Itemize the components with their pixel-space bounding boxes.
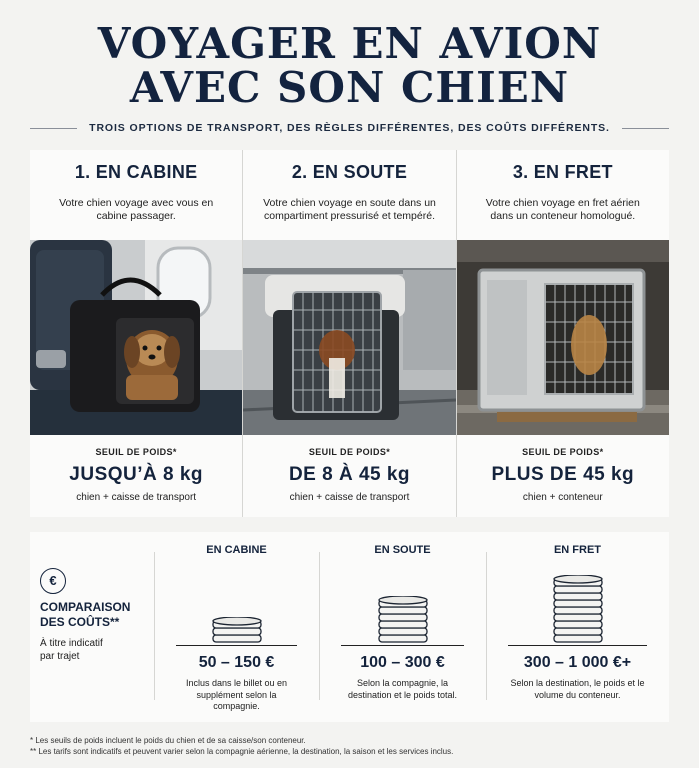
coin-baseline bbox=[176, 645, 297, 646]
cost-column-fret bbox=[486, 532, 669, 722]
coin-baseline bbox=[508, 645, 647, 646]
weight-value: DE 8 À 45 kg bbox=[288, 464, 411, 485]
cost-column-cabine bbox=[154, 532, 319, 722]
option-fret bbox=[456, 150, 669, 517]
option-soute bbox=[242, 150, 455, 517]
coin bbox=[554, 586, 602, 593]
cost-range: 300 – 1 000 €+ bbox=[523, 654, 632, 671]
coin bbox=[554, 628, 602, 635]
option-description: Votre chien voyage avec vous en cabine passager. bbox=[59, 197, 214, 222]
cost-comparison-subtitle: À titre indicatif par trajet bbox=[40, 638, 103, 662]
cost-note: Inclus dans le billet ou en supplément selon la compagnie. bbox=[185, 678, 288, 711]
coin bbox=[213, 635, 261, 642]
cost-comparison-header bbox=[30, 532, 154, 722]
coin bbox=[554, 600, 602, 607]
weight-threshold-label: SEUIL DE POIDS* bbox=[522, 447, 604, 457]
option-title: 2. EN SOUTE bbox=[291, 162, 408, 182]
coin-top bbox=[379, 596, 427, 604]
coin bbox=[554, 621, 602, 628]
page-title bbox=[0, 19, 699, 112]
weight-note: chien + caisse de transport bbox=[76, 492, 197, 503]
option-cabine bbox=[30, 150, 242, 517]
hold-dog-photo bbox=[243, 240, 455, 435]
weight-threshold-label: SEUIL DE POIDS* bbox=[308, 447, 391, 457]
subtitle-rule-right bbox=[622, 128, 669, 129]
coin bbox=[379, 628, 427, 635]
footnotes bbox=[30, 735, 453, 757]
weight-note: chien + conteneur bbox=[522, 492, 603, 503]
title-line-1: VOYAGER EN AVION bbox=[97, 19, 602, 68]
coin-top bbox=[554, 575, 602, 583]
cost-range: 100 – 300 € bbox=[360, 654, 445, 671]
subtitle-row bbox=[30, 120, 669, 136]
cost-note: Selon la compagnie, la destination et le poids total. bbox=[347, 678, 458, 700]
weight-threshold-label: SEUIL DE POIDS* bbox=[95, 447, 177, 457]
title-line-2: AVEC SON CHIEN bbox=[129, 63, 570, 112]
coin bbox=[379, 607, 427, 614]
weight-value: PLUS DE 45 kg bbox=[491, 464, 635, 485]
coin-stack-icon bbox=[319, 596, 486, 646]
cost-comparison-title: COMPARAISON DES COÛTS** bbox=[40, 600, 131, 629]
coin bbox=[554, 593, 602, 600]
coin bbox=[379, 635, 427, 642]
coin-stack-icon bbox=[486, 575, 669, 646]
subtitle: TROIS OPTIONS DE TRANSPORT, DES RÈGLES DIFFÉRENTES, DES COÛTS DIFFÉRENTS. bbox=[89, 122, 610, 134]
coin-stack-icon bbox=[154, 617, 319, 646]
cost-column-title: EN FRET bbox=[553, 544, 602, 556]
option-title: 1. EN CABINE bbox=[74, 162, 198, 182]
cost-column-soute bbox=[319, 532, 486, 722]
euro-icon: € bbox=[40, 568, 66, 594]
transport-options bbox=[30, 150, 669, 517]
cost-note: Selon la destination, le poids et le volume du conteneur. bbox=[510, 678, 645, 700]
coin bbox=[213, 628, 261, 635]
option-description: Votre chien voyage en fret aérien dans un conteneur homologué. bbox=[485, 197, 640, 222]
cabin-dog-photo bbox=[30, 240, 242, 435]
footnote-weight: * Les seuils de poids incluent le poids du chien et de sa caisse/son conteneur. bbox=[30, 736, 306, 745]
weight-value: JUSQU’À 8 kg bbox=[69, 464, 204, 485]
coin bbox=[554, 635, 602, 642]
coin bbox=[379, 614, 427, 621]
option-description: Votre chien voyage en soute dans un compartiment pressurisé et tempéré. bbox=[263, 197, 436, 222]
coin bbox=[379, 621, 427, 628]
option-title: 3. EN FRET bbox=[512, 162, 613, 182]
cost-column-title: EN CABINE bbox=[206, 544, 267, 556]
coin-top bbox=[213, 617, 261, 625]
coin bbox=[554, 607, 602, 614]
subtitle-rule-left bbox=[30, 128, 77, 129]
cost-range: 50 – 150 € bbox=[198, 654, 275, 671]
cost-comparison bbox=[30, 532, 669, 722]
weight-note: chien + caisse de transport bbox=[289, 492, 410, 503]
footnote-prices: ** Les tarifs sont indicatifs et peuvent varier selon la compagnie aérienne, la destination, la saison et les services inclus. bbox=[30, 747, 454, 756]
cost-column-title: EN SOUTE bbox=[374, 544, 431, 556]
freight-dog-photo bbox=[457, 240, 669, 435]
coin bbox=[554, 614, 602, 621]
coin-baseline bbox=[341, 645, 464, 646]
